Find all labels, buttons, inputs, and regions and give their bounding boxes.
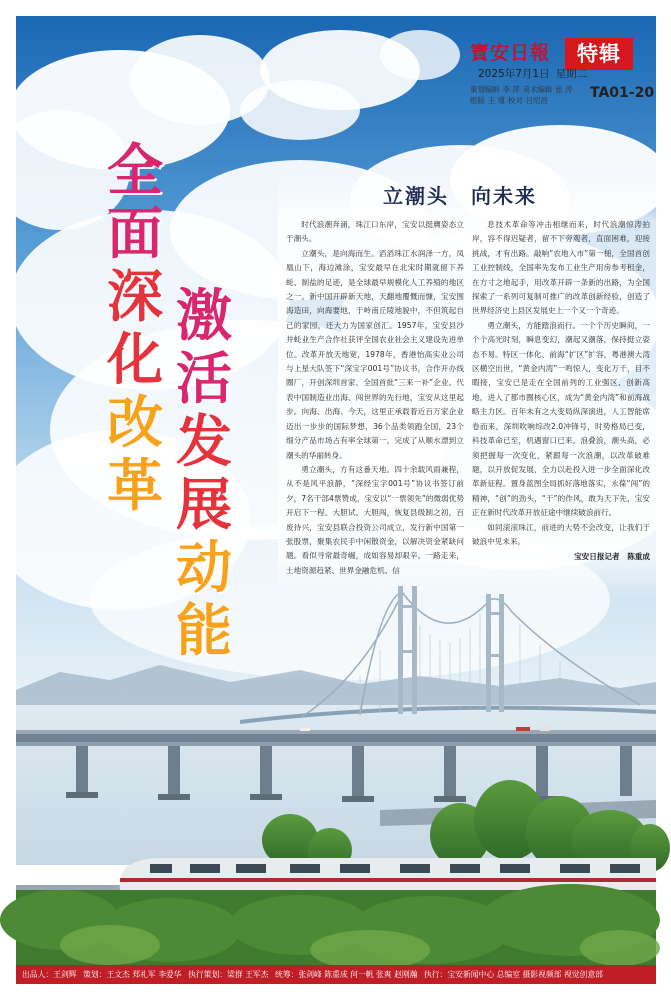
headline-left: [103, 140, 167, 518]
credits-row-1: [470, 84, 590, 95]
paragraph: 息技术革命等冲击相继而来，时代浪潮惊涛拍岸，容不得迟疑者，留不下旁观者，直面困难，迎接挑战，才有出路。敲响“农地入市”第一槌，全国首创工业控制线，全国率先发布工业生产用房参考租金，在方寸之地起手，用改革开辟一条新的出路，为全国探索了一系列可复制可推广的改革创新经验，创造了世界经济史上县区发展史上一个又一个奇迹。: [472, 220, 650, 316]
byline: 宝安日报记者 陈重成: [574, 552, 650, 562]
credit-item: 执行：宝安新闻中心 总编室 摄影视频部 视觉创意部: [423, 970, 603, 979]
credit-person: 王 瑾: [487, 96, 505, 105]
paragraph: 立潮头，是向海而生。滔滔珠江水润泽一方，凤凰山下，海边滩涂，宝安最早在北宋时期就留下养蚝、制盐的足迹，是全球最早规模化人工养殖的地区之一。新中国开辟新天地，天翻地覆慨而慷，宝安围海造田，向海要地，于岭南丘陵地貌中，不但筑起自己的家园，还大力为国家创汇。1957年，宝安县沙井蚝业生产合作社获评全国农业社会主义建设先进单位。改革开放天地宽，1978年，香港怡高实业公司与上星大队签下“深宝字001号”协议书，合作开办线圈厂，开创深圳首家、全国首批“三来一补”企业。代表中国制造业出海、闯世界的先行地，宝安从这里起步。向海、出海、今天，这里正承载着近百万家企业迈出一步步的国际梦想，36个品类领跑全国，23个细分产品市场占有率全球第一，完成了从顺水漂到立潮头的华丽转身。: [286, 248, 464, 460]
headline-character: 展: [176, 473, 232, 538]
credit-person: 李 萍: [502, 85, 520, 94]
paragraph: 勇立潮头，方有这番天地。四十余载风雨兼程，从不是风平浪静，“深经宝字001号”协议书签订前夕，7名干部4票赞成，宝安以“一票领先”的微弱优势开启下一程。大胆试，大胆闯，恢复县级制之初，百废待兴，宝安县联合投资公司成立，发行新中国第一张股票，聚集农民手中闲散资金，以解决资金紧缺问题。看似寻常最奇崛，成如容易却艰辛。一路走来，土地资源趋紧、世界金融危机、信: [286, 464, 464, 575]
issue-date: [478, 66, 593, 81]
credit-role: 组版: [470, 96, 485, 105]
headline-character: 活: [176, 347, 232, 412]
credits-row-2: [470, 95, 590, 106]
editorial-credits: [470, 84, 590, 106]
credit-item: 统筹：张剑峰 陈重成 何一帆 张爽 赵刚瀚: [275, 970, 418, 979]
credit-person: 张 涛: [555, 85, 573, 94]
headline-character: 能: [176, 599, 232, 664]
headline-character: 改: [107, 391, 163, 456]
headline-character: 化: [107, 328, 163, 393]
paragraph: 如同滚滚珠江，前进的大势不会改变，让我们于破浪中见未来。: [472, 522, 650, 546]
date-text: 2025年7月1日: [478, 68, 550, 80]
credit-item: 策划：王文杰 郑礼军 李爱华: [83, 970, 182, 979]
credit-role: 美术编辑: [522, 85, 553, 94]
weekday-text: 星期二: [555, 68, 588, 80]
headline-character: 动: [176, 536, 232, 601]
headline-character: 深: [107, 265, 163, 330]
headline-character: 发: [176, 410, 232, 475]
article-title: 立潮头 向未来: [383, 184, 537, 208]
newspaper-logo: 寶安日報: [470, 42, 551, 64]
paragraph: 勇立潮头，方能踏浪而行。一个个历史瞬间，一个个高光时刻，瞬息变幻，潮起又潮落，保持挺立姿态不易。特区一体化、前海“扩区”扩容，粤港澳大湾区横空出世，“黄金内湾”一鸣惊人，变化万千，目不暇接，宝安已是走在全国前列的工业强区、创新高地，进入了都市圈核心区，成为“黄金内湾”和前海战略主力区。百年未有之大变局纵深演进，人工智能席卷而来，深圳吹响综改2.0冲锋号，时势格局已变，科技革命已至，机遇窗口已来。浪叠浪，潮头高，必须把握每一次变化，紧跟每一次浪潮，以改革破难题，以开放促发展，全力以赴投入进一步全面深化改革新征程。置身蓝图全局抓好落地落实，永葆“闯”的精神，“创”的劲头，“干”的作风，敢为天下先，宝安正在新时代改革开放征途中继续破浪前行。: [472, 320, 650, 518]
article-column-1: [286, 218, 464, 590]
credit-person: 吕绍昌: [525, 96, 548, 105]
article-column-2: [472, 218, 650, 590]
credit-role: 策划编辑: [470, 85, 500, 94]
headline-right: [172, 285, 236, 663]
credit-role: 校对: [507, 96, 523, 105]
credit-item: 执行策划：梁群 王军杰: [188, 970, 269, 979]
headline-character: 革: [107, 454, 163, 519]
paragraph: 时代浪潮奔涌，珠江口东岸，宝安以挺膺姿态立于潮头。: [286, 220, 464, 244]
credit-item: 出品人：王剑辉: [22, 970, 77, 979]
headline-character: 激: [176, 284, 232, 349]
special-edition-badge: 特辑: [565, 38, 633, 70]
headline-character: 面: [107, 202, 163, 267]
production-credits-strip: [16, 965, 656, 984]
headline-character: 全: [107, 139, 163, 204]
page-code: TA01-20: [590, 85, 655, 101]
